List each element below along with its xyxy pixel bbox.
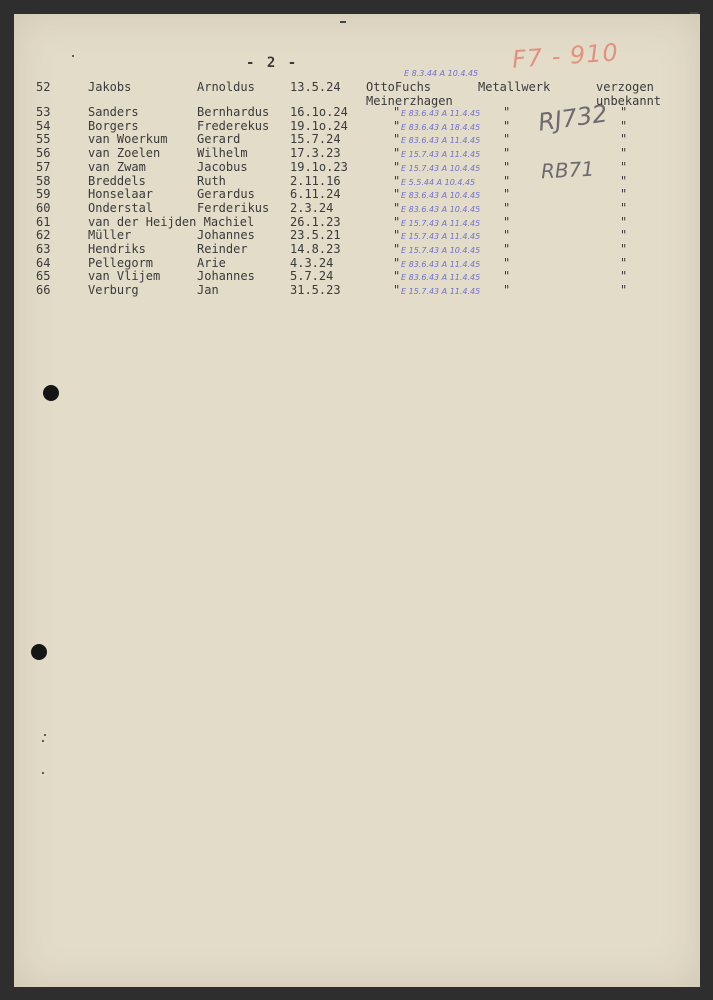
ditto-mark: " [620, 159, 628, 174]
first-name: Johannes [197, 269, 255, 284]
ditto-mark: " [620, 118, 628, 133]
last-name: Onderstal [88, 200, 154, 215]
birth-date: 15.7.24 [290, 132, 341, 147]
ditto-mark: " [393, 118, 401, 133]
birth-date: 19.1o.24 [290, 118, 348, 133]
table-row [0, 228, 713, 242]
first-name: Gerard [197, 132, 241, 147]
last-name: Müller [88, 228, 132, 243]
ditto-mark: " [393, 187, 401, 202]
last-name: Verburg [88, 283, 139, 298]
ditto-mark: " [620, 187, 628, 202]
table-row [0, 256, 713, 270]
ditto-mark: " [393, 200, 401, 215]
ditto-mark: " [503, 173, 511, 188]
last-name: Borgers [88, 118, 139, 133]
page-number: - 2 - [246, 55, 299, 71]
last-name: van Woerkum [88, 132, 168, 147]
ditto-mark: " [503, 159, 511, 174]
handwritten-annotation: E 15.7.43 A 10.4.45 [401, 163, 481, 173]
ditto-mark: " [393, 269, 401, 284]
table-row [0, 160, 713, 174]
handwritten-annotation: E 83.6.43 A 10.4.45 [401, 204, 481, 214]
row-number: 65 [36, 269, 51, 284]
ditto-mark: " [393, 242, 401, 256]
ditto-mark: " [503, 118, 511, 133]
table-row [0, 242, 713, 256]
ditto-mark: " [620, 105, 628, 119]
birth-date: 14.8.23 [290, 242, 341, 256]
handwritten-annotation: E 83.6.43 A 11.4.45 [401, 273, 481, 283]
table-row [0, 105, 713, 119]
last-name: van der Heijden Machiel [88, 214, 255, 229]
first-name: Johannes [197, 228, 255, 243]
first-name: Bernhardus [197, 105, 270, 119]
row-number: 63 [36, 242, 51, 256]
handwritten-annotation: E 8.3.44 A 10.4.45 [404, 69, 479, 78]
table-row [0, 119, 713, 133]
ditto-mark: " [393, 255, 401, 270]
last-name: Pellegorm [88, 255, 154, 270]
first-name: Reinder [197, 242, 248, 256]
row-number: 54 [36, 118, 51, 133]
ditto-mark: " [620, 242, 628, 256]
ditto-mark: " [620, 146, 628, 161]
ditto-mark: " [620, 255, 628, 270]
table-row [0, 174, 713, 188]
row-number: 58 [36, 173, 51, 188]
ditto-mark: " [503, 269, 511, 284]
table-row [0, 201, 713, 215]
scan-corner-mark [690, 12, 698, 14]
ditto-mark: " [503, 132, 511, 147]
last-name: Jakobs [88, 80, 132, 94]
first-name: Arnoldus [197, 80, 255, 94]
table-row [0, 187, 713, 201]
table-row [0, 215, 713, 229]
birth-date: 5.7.24 [290, 269, 334, 284]
ditto-mark: " [503, 228, 511, 243]
handwritten-annotation: E 15.7.43 A 11.4.45 [401, 287, 481, 297]
ditto-mark: " [393, 146, 401, 161]
paper-speck [42, 772, 44, 774]
ditto-mark: " [503, 200, 511, 215]
first-name: Ferderikus [197, 200, 270, 215]
birth-date: 19.1o.23 [290, 159, 348, 174]
birth-date: 23.5.21 [290, 228, 341, 243]
ditto-mark: " [393, 228, 401, 243]
birth-date: 16.1o.24 [290, 105, 348, 119]
row-number: 53 [36, 105, 51, 119]
handwritten-annotation: E 15.7.43 A 11.4.45 [401, 150, 481, 160]
last-name: Sanders [88, 105, 139, 119]
table-row [0, 132, 713, 146]
handwritten-annotation: E 83.6.43 A 18.4.45 [401, 122, 481, 132]
ditto-mark: " [393, 105, 401, 119]
table-row [0, 80, 713, 94]
first-name: Gerardus [197, 187, 255, 202]
scan-corner-mark [340, 21, 346, 23]
row-number: 62 [36, 228, 51, 243]
paper-speck [72, 55, 74, 57]
ditto-mark: " [393, 214, 401, 229]
row-number: 52 [36, 80, 51, 94]
first-name: Ruth [197, 173, 226, 188]
handwritten-annotation: E 5.5.44 A 10.4.45 [401, 177, 476, 187]
ditto-mark: " [620, 269, 628, 284]
row-number: 60 [36, 200, 51, 215]
birth-date: 13.5.24 [290, 80, 341, 94]
ditto-mark: " [503, 242, 511, 256]
handwritten-annotation: E 83.6.43 A 11.4.45 [401, 136, 481, 146]
birth-date: 17.3.23 [290, 146, 341, 161]
handwritten-note: RB71 [540, 156, 595, 184]
handwritten-annotation: E 15.7.43 A 10.4.45 [401, 246, 481, 255]
table-row [0, 269, 713, 283]
first-name: Jan [197, 283, 219, 298]
ditto-mark: " [503, 187, 511, 202]
ditto-mark: " [393, 159, 401, 174]
row-number: 56 [36, 146, 51, 161]
birth-date: 26.1.23 [290, 214, 341, 229]
row-number: 61 [36, 214, 51, 229]
ditto-mark: " [503, 214, 511, 229]
birth-date: 4.3.24 [290, 255, 334, 270]
handwritten-annotation: E 15.7.43 A 11.4.45 [401, 232, 481, 242]
last-name: van Vlijem [88, 269, 161, 284]
archive-stamp: F7 - 910 [511, 38, 620, 74]
table-row [0, 283, 713, 297]
status: unbekannt [596, 94, 662, 108]
ditto-mark: " [393, 132, 401, 147]
row-number: 59 [36, 187, 51, 202]
employer-type: Metallwerk [478, 80, 551, 94]
birth-date: 31.5.23 [290, 283, 341, 298]
ditto-mark: " [620, 200, 628, 215]
punch-hole [31, 644, 47, 660]
ditto-mark: " [620, 228, 628, 243]
ditto-mark: " [620, 173, 628, 188]
row-number: 57 [36, 159, 51, 174]
ditto-mark: " [503, 255, 511, 270]
handwritten-annotation: E 83.6.43 A 11.4.45 [401, 109, 481, 118]
row-number: 66 [36, 283, 51, 298]
first-name: Arie [197, 255, 226, 270]
table-row [0, 146, 713, 160]
first-name: Frederekus [197, 118, 270, 133]
handwritten-annotation: E 83.6.43 A 10.4.45 [401, 191, 481, 201]
status: verzogen [596, 80, 654, 94]
ditto-mark: " [393, 173, 401, 188]
ditto-mark: " [393, 283, 401, 298]
first-name: Jacobus [197, 159, 248, 174]
last-name: Honselaar [88, 187, 154, 202]
last-name: van Zoelen [88, 146, 161, 161]
first-name: Wilhelm [197, 146, 248, 161]
birth-date: 2.3.24 [290, 200, 334, 215]
handwritten-note: RJ732 [536, 99, 610, 137]
punch-hole [43, 385, 59, 401]
ditto-mark: " [503, 146, 511, 161]
row-number: 55 [36, 132, 51, 147]
last-name: Breddels [88, 173, 146, 188]
birth-date: 2.11.16 [290, 173, 341, 188]
ditto-mark: " [620, 132, 628, 147]
employer: OttoFuchs [366, 80, 432, 94]
last-name: van Zwam [88, 159, 146, 174]
row-number: 64 [36, 255, 51, 270]
birth-date: 6.11.24 [290, 187, 341, 202]
handwritten-annotation: E 83.6.43 A 11.4.45 [401, 259, 481, 269]
ditto-mark: " [620, 283, 628, 298]
ditto-mark: " [503, 283, 511, 298]
ditto-mark: " [620, 214, 628, 229]
paper-speck [42, 740, 44, 742]
paper-speck [44, 734, 46, 736]
last-name: Hendriks [88, 242, 146, 256]
handwritten-annotation: E 15.7.43 A 11.4.45 [401, 218, 481, 228]
employer-location: Meinerzhagen [366, 94, 453, 108]
ditto-mark: " [503, 105, 511, 119]
